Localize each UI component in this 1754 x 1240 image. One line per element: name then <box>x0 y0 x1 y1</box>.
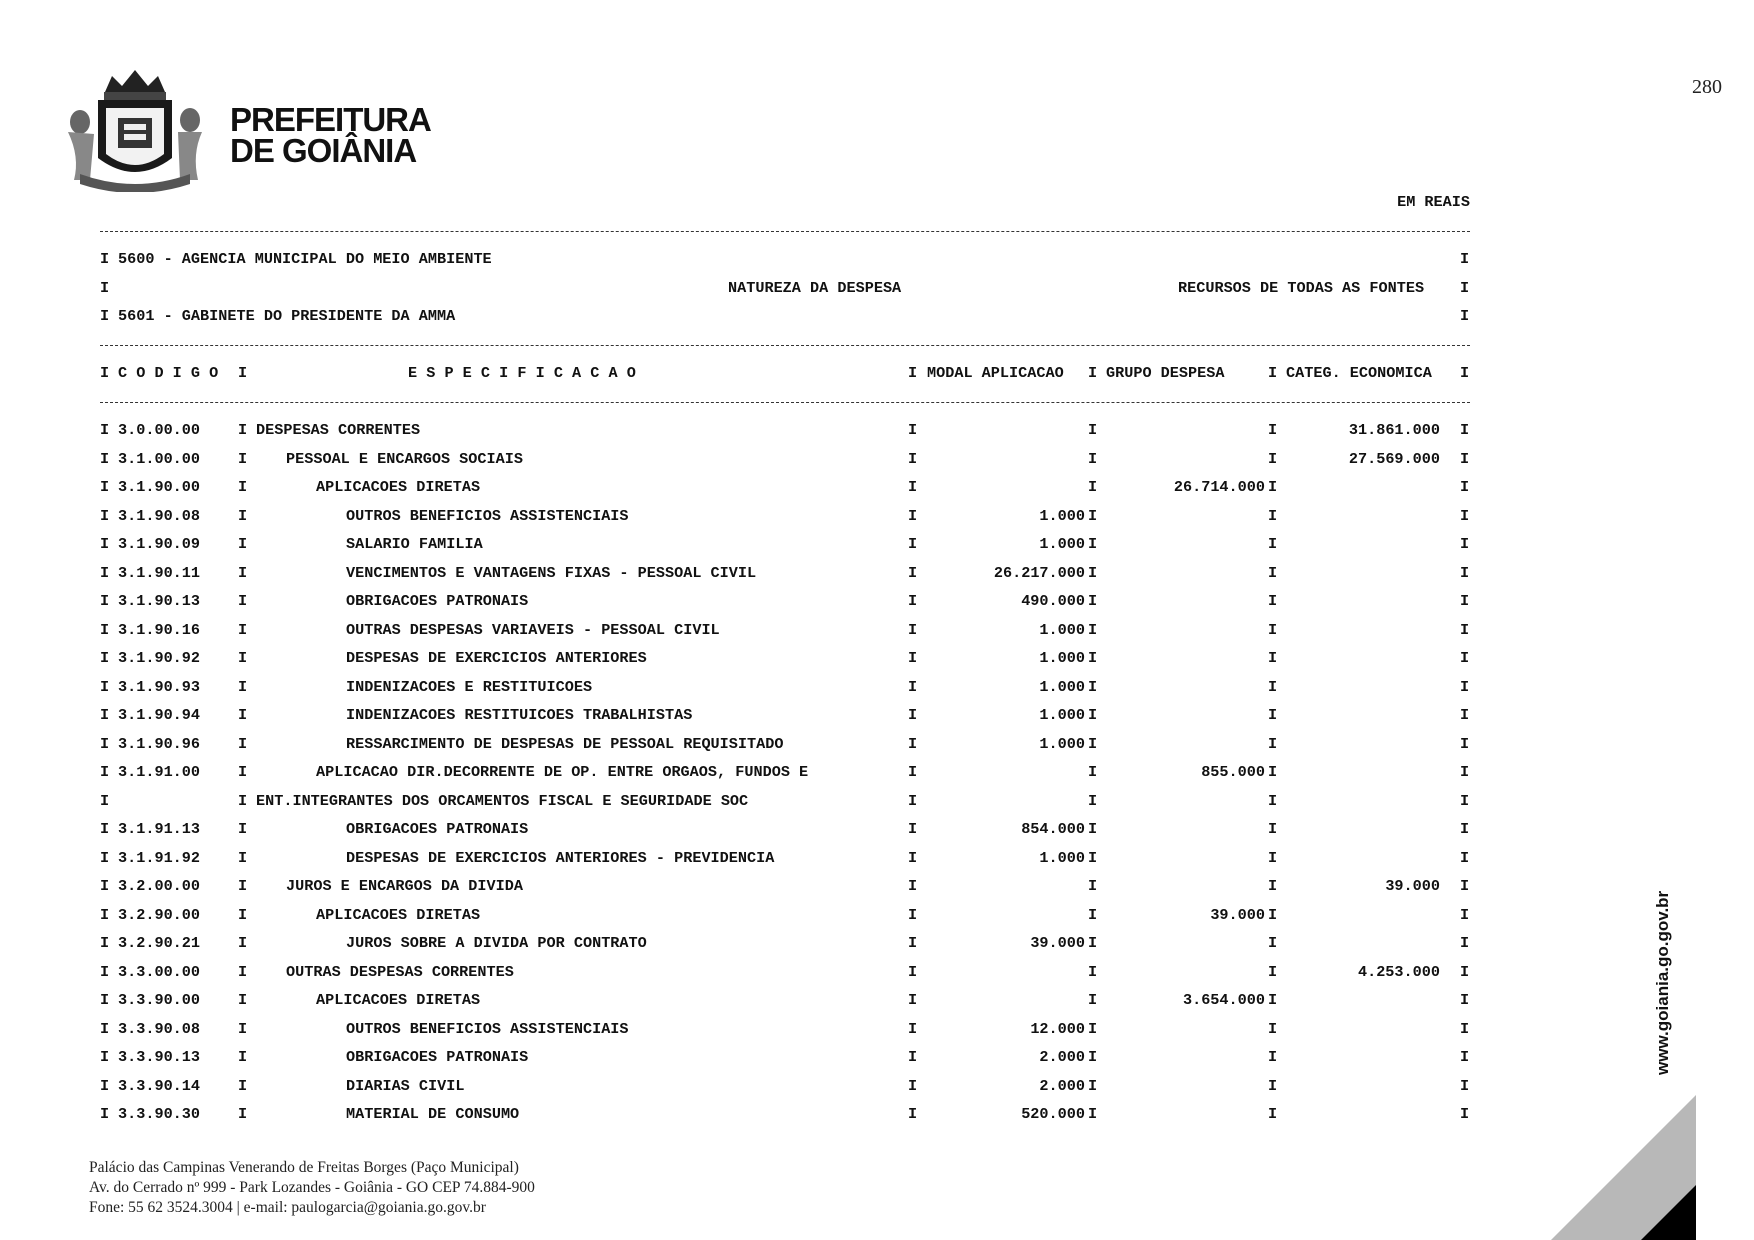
brand-line-1: PREFEITURA <box>230 101 431 138</box>
col-sep: I <box>238 706 248 724</box>
border-right: I <box>1460 677 1470 696</box>
col-sep: I <box>908 848 918 867</box>
border-right: I <box>1460 962 1470 981</box>
row-description: INDENIZACOES RESTITUICOES TRABALHISTAS <box>346 706 693 724</box>
border-right: I <box>1460 620 1470 639</box>
table-row <box>100 616 1470 645</box>
col-sep: I <box>1088 877 1098 895</box>
row-categ-value: 27.569.000 <box>1348 449 1440 468</box>
col-sep: I <box>908 620 918 639</box>
row-code: 3.1.90.93 <box>118 677 201 696</box>
border-left: I <box>100 1048 110 1066</box>
border-right: I <box>1460 307 1470 325</box>
col-sep: I <box>1268 763 1278 781</box>
row-modal-value: 1.000 <box>1039 620 1085 639</box>
col-sep: I <box>1268 535 1278 553</box>
row-description: SALARIO FAMILIA <box>346 535 483 553</box>
row-description: OUTROS BENEFICIOS ASSISTENCIAIS <box>346 1019 629 1038</box>
col-sep: I <box>1088 506 1098 525</box>
col-sep: I <box>238 421 248 439</box>
row-code: 3.3.90.13 <box>118 1048 201 1066</box>
row-code: 3.1.90.16 <box>118 620 201 639</box>
col-sep: I <box>1088 1019 1098 1038</box>
row-grupo-value: 39.000 <box>1210 905 1265 924</box>
col-sep: I <box>1088 1048 1098 1066</box>
col-sep: I <box>238 1105 248 1123</box>
col-sep: I <box>908 991 918 1009</box>
col-sep: I <box>238 449 248 468</box>
row-categ-value: 31.861.000 <box>1348 421 1440 439</box>
col-sep: I <box>238 734 248 753</box>
table-row <box>100 929 1470 958</box>
row-modal-value: 520.000 <box>1021 1105 1085 1123</box>
border-left: I <box>100 250 110 268</box>
col-sep: I <box>1268 820 1278 838</box>
col-sep: I <box>1268 677 1278 696</box>
border-right: I <box>1460 820 1470 838</box>
website-url: www.goiania.go.gov.br <box>1653 890 1672 1075</box>
row-description: DESPESAS DE EXERCICIOS ANTERIORES - PREVIDENCIA <box>346 848 775 867</box>
border-left: I <box>100 449 110 468</box>
row-description: INDENIZACOES E RESTITUICOES <box>346 677 593 696</box>
col-sep: I <box>1268 478 1278 496</box>
col-sep: I <box>1268 848 1278 867</box>
row-code: 3.1.91.92 <box>118 848 201 867</box>
col-sep: I <box>1268 506 1278 525</box>
col-sep: I <box>1088 734 1098 753</box>
row-modal-value: 490.000 <box>1021 592 1085 610</box>
table-row <box>100 673 1470 702</box>
col-sep: I <box>908 1019 918 1038</box>
col-sep: I <box>1088 677 1098 696</box>
col-sep: I <box>908 649 918 667</box>
border-right: I <box>1460 592 1470 610</box>
col-sep: I <box>1268 449 1278 468</box>
col-sep: I <box>1088 763 1098 781</box>
border-left: I <box>100 848 110 867</box>
table-row <box>100 1015 1470 1044</box>
dashed-rule <box>100 345 1470 346</box>
row-description: ENT.INTEGRANTES DOS ORCAMENTOS FISCAL E SEGURIDADE SOC <box>256 791 749 810</box>
row-modal-value: 1.000 <box>1039 677 1085 696</box>
border-right: I <box>1460 563 1470 582</box>
border-right: I <box>1460 449 1470 468</box>
row-description: JUROS E ENCARGOS DA DIVIDA <box>286 877 523 895</box>
col-sep: I <box>238 478 248 496</box>
table-row <box>100 445 1470 474</box>
col-sep: I <box>238 649 248 667</box>
dashed-rule <box>100 231 1470 232</box>
row-code: 3.1.90.92 <box>118 649 201 667</box>
brand-line-2: DE GOIÂNIA <box>230 132 417 169</box>
prefeitura-logo <box>60 62 431 192</box>
border-left: I <box>100 278 110 297</box>
col-sep: I <box>238 620 248 639</box>
border-left: I <box>100 307 110 325</box>
col-sep: I <box>1088 449 1098 468</box>
col-sep: I <box>1268 706 1278 724</box>
row-description: OUTRAS DESPESAS CORRENTES <box>286 962 514 981</box>
col-sep: I <box>1088 649 1098 667</box>
col-sep: I <box>1268 649 1278 667</box>
border-left: I <box>100 820 110 838</box>
coat-of-arms-icon <box>60 62 210 192</box>
col-sep: I <box>908 1048 918 1066</box>
col-sep: I <box>908 677 918 696</box>
border-right: I <box>1460 364 1470 382</box>
col-sep: I <box>238 563 248 582</box>
col-sep: I <box>238 763 248 781</box>
row-code: 3.1.90.09 <box>118 535 201 553</box>
col-sep: I <box>1268 421 1278 439</box>
row-grupo-value: 26.714.000 <box>1173 478 1265 496</box>
border-right: I <box>1460 763 1470 781</box>
table-row <box>100 958 1470 987</box>
border-left: I <box>100 1105 110 1123</box>
table-row <box>100 502 1470 531</box>
corner-triangle-decoration <box>1551 1095 1696 1240</box>
report-rows <box>100 416 1470 1129</box>
border-left: I <box>100 763 110 781</box>
row-modal-value: 1.000 <box>1039 506 1085 525</box>
column-header-row <box>100 359 1470 388</box>
col-codigo: C O D I G O <box>118 364 219 382</box>
table-row <box>100 1043 1470 1072</box>
col-sep: I <box>1268 1076 1278 1095</box>
row-code: 3.3.90.08 <box>118 1019 201 1038</box>
col-sep: I <box>908 563 918 582</box>
row-code: 3.1.90.00 <box>118 478 201 496</box>
border-right: I <box>1460 506 1470 525</box>
row-description: DESPESAS DE EXERCICIOS ANTERIORES <box>346 649 647 667</box>
col-sep: I <box>1088 848 1098 867</box>
table-row <box>100 787 1470 816</box>
col-sep: I <box>238 1048 248 1066</box>
row-modal-value: 39.000 <box>1030 934 1085 952</box>
table-row <box>100 986 1470 1015</box>
border-right: I <box>1460 791 1470 810</box>
row-description: OBRIGACOES PATRONAIS <box>346 1048 529 1066</box>
row-description: RESSARCIMENTO DE DESPESAS DE PESSOAL REQUISITADO <box>346 734 784 753</box>
row-code: 3.1.90.11 <box>118 563 201 582</box>
col-sep: I <box>1088 478 1098 496</box>
border-right: I <box>1460 905 1470 924</box>
border-left: I <box>100 1019 110 1038</box>
unit-title: 5601 - GABINETE DO PRESIDENTE DA AMMA <box>118 307 456 325</box>
row-grupo-value: 3.654.000 <box>1182 991 1265 1009</box>
border-right: I <box>1460 535 1470 553</box>
row-modal-value: 854.000 <box>1021 820 1085 838</box>
col-sep: I <box>238 962 248 981</box>
col-sep: I <box>238 364 248 382</box>
row-description: OUTROS BENEFICIOS ASSISTENCIAIS <box>346 506 629 525</box>
agency-title: 5600 - AGENCIA MUNICIPAL DO MEIO AMBIENTE <box>118 250 492 268</box>
table-row <box>100 1100 1470 1129</box>
col-sep: I <box>1088 620 1098 639</box>
table-row <box>100 701 1470 730</box>
row-modal-value: 26.217.000 <box>993 563 1085 582</box>
border-left: I <box>100 1076 110 1095</box>
row-categ-value: 4.253.000 <box>1357 962 1440 981</box>
row-description: APLICACOES DIRETAS <box>316 991 481 1009</box>
col-sep: I <box>908 364 918 382</box>
footer-line-3: Fone: 55 62 3524.3004 | e-mail: paulogarcia@goiania.go.gov.br <box>89 1199 486 1216</box>
border-left: I <box>100 706 110 724</box>
row-grupo-value: 855.000 <box>1201 763 1265 781</box>
border-left: I <box>100 364 110 382</box>
col-sep: I <box>908 592 918 610</box>
col-sep: I <box>1088 364 1098 382</box>
row-description: DIARIAS CIVIL <box>346 1076 465 1095</box>
separator-line <box>100 331 136 360</box>
col-sep: I <box>1088 791 1098 810</box>
row-code: 3.0.00.00 <box>118 421 201 439</box>
dashed-rule <box>100 402 1470 403</box>
separator-line <box>100 217 136 246</box>
col-sep: I <box>908 706 918 724</box>
col-sep: I <box>238 991 248 1009</box>
table-row <box>100 416 1470 445</box>
table-row <box>100 473 1470 502</box>
border-left: I <box>100 791 110 810</box>
col-sep: I <box>1088 592 1098 610</box>
border-left: I <box>100 734 110 753</box>
col-sep: I <box>238 791 248 810</box>
col-sep: I <box>238 535 248 553</box>
col-sep: I <box>908 535 918 553</box>
row-code: 3.1.00.00 <box>118 449 201 468</box>
border-right: I <box>1460 1105 1470 1123</box>
col-sep: I <box>1088 991 1098 1009</box>
col-sep: I <box>908 734 918 753</box>
col-sep: I <box>1088 421 1098 439</box>
border-left: I <box>100 991 110 1009</box>
border-left: I <box>100 677 110 696</box>
row-description: OBRIGACOES PATRONAIS <box>346 592 529 610</box>
row-description: PESSOAL E ENCARGOS SOCIAIS <box>286 449 523 468</box>
col-sep: I <box>1268 1019 1278 1038</box>
row-categ-value: 39.000 <box>1385 877 1440 895</box>
border-left: I <box>100 478 110 496</box>
table-row <box>100 872 1470 901</box>
row-code: 3.3.00.00 <box>118 962 201 981</box>
col-sep: I <box>1088 934 1098 952</box>
col-sep: I <box>238 848 248 867</box>
col-sep: I <box>908 763 918 781</box>
col-sep: I <box>238 934 248 952</box>
border-right: I <box>1460 734 1470 753</box>
col-sep: I <box>908 506 918 525</box>
col-sep: I <box>238 1076 248 1095</box>
row-description: VENCIMENTOS E VANTAGENS FIXAS - PESSOAL CIVIL <box>346 563 757 582</box>
col-sep: I <box>908 934 918 952</box>
row-modal-value: 1.000 <box>1039 535 1085 553</box>
col-sep: I <box>238 506 248 525</box>
col-sep: I <box>908 1076 918 1095</box>
table-row <box>100 644 1470 673</box>
col-sep: I <box>1088 820 1098 838</box>
col-sep: I <box>908 962 918 981</box>
col-sep: I <box>908 791 918 810</box>
row-modal-value: 1.000 <box>1039 706 1085 724</box>
row-code: 3.1.90.13 <box>118 592 201 610</box>
table-row <box>100 530 1470 559</box>
border-left: I <box>100 506 110 525</box>
col-sep: I <box>1268 791 1278 810</box>
agency-line <box>100 245 1470 274</box>
border-right: I <box>1460 934 1470 952</box>
border-right: I <box>1460 848 1470 867</box>
table-row <box>100 730 1470 759</box>
row-description: APLICACOES DIRETAS <box>316 478 481 496</box>
col-sep: I <box>238 677 248 696</box>
col-modal: MODAL APLICACAO <box>927 364 1064 382</box>
table-row <box>100 758 1470 787</box>
border-left: I <box>100 962 110 981</box>
col-sep: I <box>1088 706 1098 724</box>
col-especificacao: E S P E C I F I C A C A O <box>408 364 636 382</box>
row-modal-value: 1.000 <box>1039 848 1085 867</box>
border-left: I <box>100 421 110 439</box>
col-sep: I <box>908 820 918 838</box>
col-sep: I <box>1088 962 1098 981</box>
row-description: OBRIGACOES PATRONAIS <box>346 820 529 838</box>
col-sep: I <box>238 1019 248 1038</box>
col-sep: I <box>1088 535 1098 553</box>
row-code: 3.1.90.94 <box>118 706 201 724</box>
col-sep: I <box>1268 592 1278 610</box>
border-left: I <box>100 563 110 582</box>
col-sep: I <box>1268 962 1278 981</box>
border-right: I <box>1460 421 1470 439</box>
table-row <box>100 815 1470 844</box>
row-code: 3.2.90.00 <box>118 905 201 924</box>
col-sep: I <box>1268 364 1278 382</box>
row-description: APLICACOES DIRETAS <box>316 905 481 924</box>
row-description: JUROS SOBRE A DIVIDA POR CONTRATO <box>346 934 647 952</box>
col-sep: I <box>238 905 248 924</box>
col-sep: I <box>908 478 918 496</box>
border-right: I <box>1460 706 1470 724</box>
sources-label: RECURSOS DE TODAS AS FONTES <box>1178 278 1425 297</box>
col-sep: I <box>1088 1076 1098 1095</box>
row-code: 3.1.91.13 <box>118 820 201 838</box>
col-sep: I <box>1088 1105 1098 1123</box>
border-left: I <box>100 877 110 895</box>
row-code: 3.3.90.14 <box>118 1076 201 1095</box>
table-row <box>100 559 1470 588</box>
row-description: MATERIAL DE CONSUMO <box>346 1105 520 1123</box>
nature-line <box>100 274 1470 303</box>
border-right: I <box>1460 877 1470 895</box>
border-right: I <box>1460 250 1470 268</box>
row-code: 3.2.00.00 <box>118 877 201 895</box>
table-row <box>100 901 1470 930</box>
table-row <box>100 844 1470 873</box>
table-row <box>100 587 1470 616</box>
footer-address <box>89 1158 535 1218</box>
col-sep: I <box>1268 1105 1278 1123</box>
border-left: I <box>100 905 110 924</box>
col-categ: CATEG. ECONOMICA <box>1286 364 1432 382</box>
border-right: I <box>1460 649 1470 667</box>
border-left: I <box>100 535 110 553</box>
row-code: 3.1.90.96 <box>118 734 201 753</box>
col-sep: I <box>908 905 918 924</box>
row-code: 3.3.90.00 <box>118 991 201 1009</box>
border-left: I <box>100 649 110 667</box>
row-modal-value: 1.000 <box>1039 649 1085 667</box>
col-sep: I <box>1268 1048 1278 1066</box>
col-sep: I <box>238 592 248 610</box>
row-description: OUTRAS DESPESAS VARIAVEIS - PESSOAL CIVIL <box>346 620 720 639</box>
col-sep: I <box>1268 734 1278 753</box>
row-modal-value: 2.000 <box>1039 1076 1085 1095</box>
col-sep: I <box>238 877 248 895</box>
units-label: EM REAIS <box>1397 193 1470 211</box>
col-sep: I <box>1268 563 1278 582</box>
border-right: I <box>1460 478 1470 496</box>
row-modal-value: 12.000 <box>1030 1019 1085 1038</box>
budget-report <box>100 188 1470 1129</box>
col-sep: I <box>1268 877 1278 895</box>
col-sep: I <box>908 449 918 468</box>
footer-line-2: Av. do Cerrado nº 999 - Park Lozandes - Goiânia - GO CEP 74.884-900 <box>89 1179 535 1196</box>
row-description: APLICACAO DIR.DECORRENTE DE OP. ENTRE ORGAOS, FUNDOS E <box>316 763 809 781</box>
col-sep: I <box>1268 620 1278 639</box>
border-right: I <box>1460 1019 1470 1038</box>
col-grupo: GRUPO DESPESA <box>1106 364 1225 382</box>
border-right: I <box>1460 1076 1470 1095</box>
brand-wordmark <box>230 101 431 169</box>
row-code: 3.1.91.00 <box>118 763 201 781</box>
row-code: 3.3.90.30 <box>118 1105 201 1123</box>
border-left: I <box>100 934 110 952</box>
col-sep: I <box>1268 934 1278 952</box>
col-sep: I <box>908 1105 918 1123</box>
footer-line-1: Palácio das Campinas Venerando de Freitas Borges (Paço Municipal) <box>89 1159 519 1176</box>
nature-label: NATUREZA DA DESPESA <box>728 278 902 297</box>
row-code: 3.2.90.21 <box>118 934 201 952</box>
row-modal-value: 2.000 <box>1039 1048 1085 1066</box>
units-line <box>100 188 1470 217</box>
border-left: I <box>100 620 110 639</box>
row-code: 3.1.90.08 <box>118 506 201 525</box>
border-right: I <box>1460 991 1470 1009</box>
border-right: I <box>1460 278 1470 297</box>
separator-line <box>100 388 136 417</box>
col-sep: I <box>1088 563 1098 582</box>
col-sep: I <box>1268 905 1278 924</box>
col-sep: I <box>908 877 918 895</box>
col-sep: I <box>1088 905 1098 924</box>
border-right: I <box>1460 1048 1470 1066</box>
unit-line <box>100 302 1470 331</box>
page-number: 280 <box>1692 76 1722 98</box>
col-sep: I <box>238 820 248 838</box>
row-modal-value: 1.000 <box>1039 734 1085 753</box>
col-sep: I <box>908 421 918 439</box>
col-sep: I <box>1268 991 1278 1009</box>
row-description: DESPESAS CORRENTES <box>256 421 421 439</box>
border-left: I <box>100 592 110 610</box>
table-row <box>100 1072 1470 1101</box>
